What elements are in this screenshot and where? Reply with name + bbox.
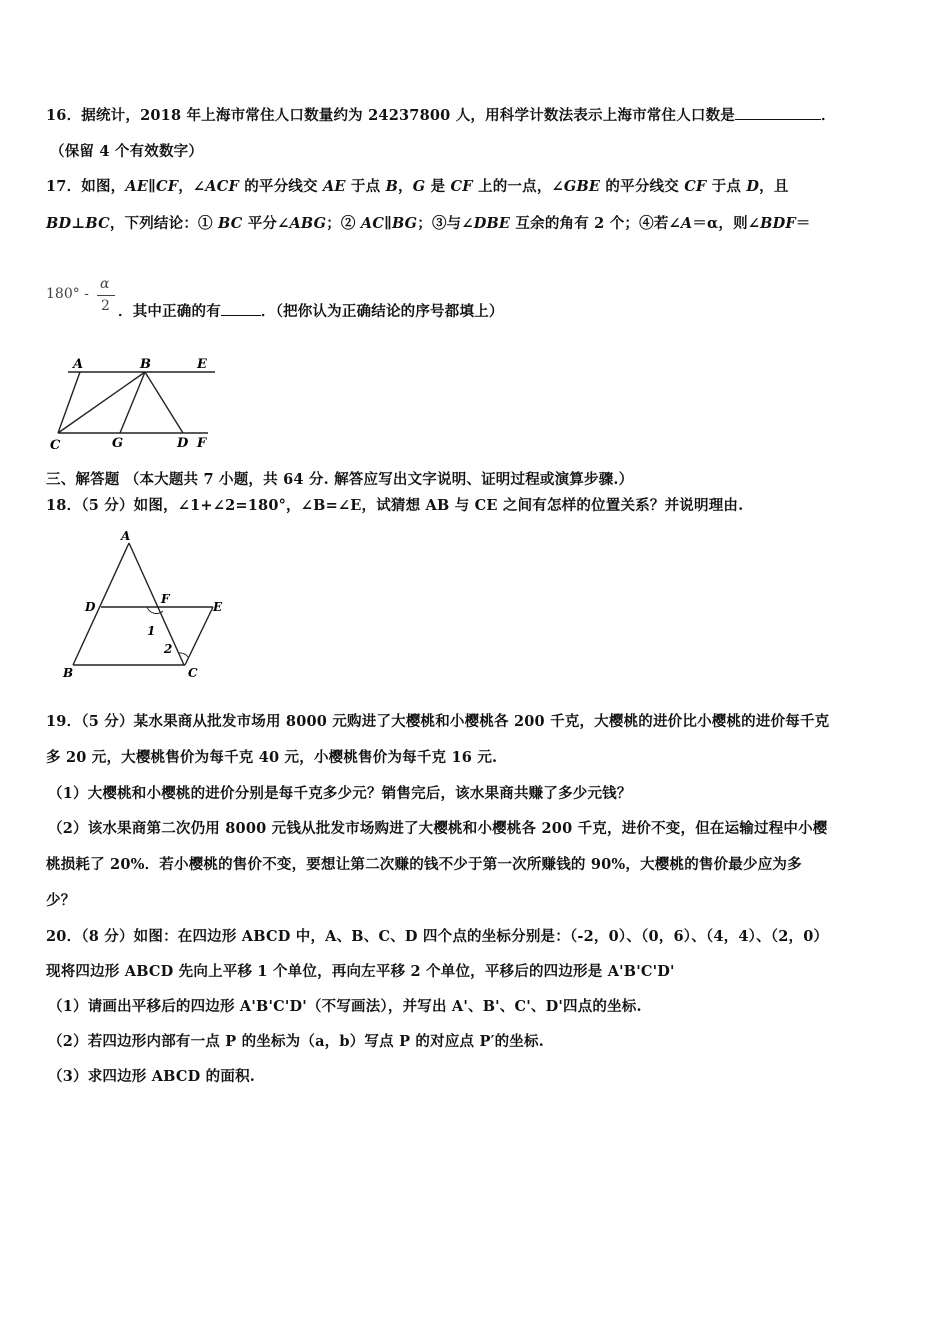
q16-line1 bbox=[46, 104, 836, 125]
label-d: D bbox=[177, 436, 189, 451]
q17-t: B bbox=[385, 178, 399, 195]
q17-t: BC bbox=[217, 215, 243, 232]
q17-t: 于点 bbox=[706, 178, 747, 195]
q17-t: 上的一点，∠ bbox=[472, 178, 564, 195]
q17-t: ．（把你认为正确结论的序号都填上） bbox=[260, 303, 504, 320]
q17-t: ；② bbox=[326, 215, 361, 232]
q17-line1 bbox=[46, 175, 789, 196]
q19-part1: （1）大樱桃和小樱桃的进价分别是每千克多少元？销售完后，该水果商共赚了多少元钱？ bbox=[48, 785, 632, 802]
label-b: B bbox=[63, 666, 74, 680]
q17-t: 17．如图， bbox=[46, 178, 126, 195]
q17-figure bbox=[40, 352, 230, 452]
q17-formula-den: 2 bbox=[101, 298, 110, 314]
q17-t: DBE bbox=[473, 215, 511, 232]
label-angle-1: 1 bbox=[147, 624, 156, 638]
label-c: C bbox=[50, 438, 61, 452]
q17-t: 平分∠ bbox=[242, 215, 290, 232]
q17-t: AE bbox=[322, 178, 346, 195]
line-ac bbox=[58, 372, 80, 433]
q17-t: 于点 bbox=[345, 178, 386, 195]
q17-t: 互余的角有 2 个；④若∠ bbox=[510, 215, 681, 232]
q20-part3: （3）求四边形 ABCD 的面积. bbox=[48, 1068, 256, 1085]
q17-t: BDF bbox=[760, 215, 796, 232]
label-angle-2: 2 bbox=[164, 642, 173, 656]
label-e: E bbox=[213, 600, 223, 614]
label-a: A bbox=[121, 529, 131, 543]
q17-t: CF bbox=[450, 178, 473, 195]
q17-t: ；③与∠ bbox=[417, 215, 474, 232]
q17-t: ．其中正确的有 bbox=[118, 303, 221, 320]
q20-line2: 现将四边形 ABCD 先向上平移 1 个单位，再向左平移 2 个单位，平移后的四边形是 A'B'C'D' bbox=[46, 963, 675, 980]
line-ac bbox=[129, 543, 184, 665]
q17-fraction-bar bbox=[97, 295, 115, 296]
q17-t: ，且 bbox=[759, 178, 789, 195]
q19-line2: 多 20 元，大樱桃售价为每千克 40 元，小樱桃售价为每千克 16 元. bbox=[46, 749, 498, 766]
q16-answer-blank bbox=[735, 107, 821, 120]
line-bd bbox=[145, 372, 183, 433]
q19-part2-line1: （2）该水果商第二次仍用 8000 元钱从批发市场购进了大樱桃和小樱桃各 200 千克，进价不变，但在运输过程中小樱 bbox=[48, 820, 828, 837]
q17-t: 的平分线交 bbox=[238, 178, 323, 195]
q20-line1: 20．（8 分）如图：在四边形 ABCD 中，A、B、C、D 四个点的坐标分别是：（-2，0）、（0，6）、（4，4）、（2，0） bbox=[46, 928, 829, 945]
q17-t: ACF bbox=[205, 178, 239, 195]
q17-line3 bbox=[118, 300, 504, 321]
q16-end: ． bbox=[821, 107, 836, 124]
q17-formula-num: α bbox=[100, 276, 110, 292]
q20-part1: （1）请画出平移后的四边形 A'B'C'D'（不写画法），并写出 A'、B'、C'、D'四点的坐标. bbox=[48, 998, 642, 1015]
line-ec bbox=[185, 607, 213, 665]
q17-answer-blank bbox=[221, 303, 261, 316]
q17-t: G bbox=[412, 178, 426, 195]
label-d: D bbox=[85, 600, 96, 614]
q17-t: ，∠ bbox=[178, 178, 206, 195]
q18-text: 18．（5 分）如图，∠1+∠2=180°，∠B=∠E，试猜想 AB 与 CE 之间有怎样的位置关系？并说明理由. bbox=[46, 497, 744, 514]
line-ab bbox=[73, 543, 129, 665]
label-a: A bbox=[73, 357, 84, 372]
label-f: F bbox=[197, 436, 207, 451]
q17-t: ＝ bbox=[795, 215, 811, 232]
q17-t: D bbox=[746, 178, 760, 195]
q17-t: ， bbox=[398, 178, 413, 195]
q17-t: ＝α，则∠ bbox=[692, 215, 761, 232]
q19-part2-line3: 少？ bbox=[46, 892, 76, 909]
q18-figure bbox=[55, 525, 230, 685]
q16-text: 16．据统计，2018 年上海市常住人口数量约为 24237800 人，用科学计数法表示上海市常住人口数是 bbox=[46, 107, 735, 124]
label-c: C bbox=[188, 666, 198, 680]
q17-line2 bbox=[46, 212, 811, 233]
q17-t: BD⊥BC bbox=[46, 215, 110, 232]
label-g: G bbox=[112, 436, 124, 451]
q16-line2: （保留 4 个有效数字） bbox=[50, 143, 204, 160]
q17-t: ，下列结论：① bbox=[109, 215, 218, 232]
section-3-heading: 三、解答题 （本大题共 7 小题，共 64 分. 解答应写出文字说明、证明过程或演算步骤.） bbox=[46, 471, 634, 488]
q17-t: A bbox=[680, 215, 693, 232]
label-b: B bbox=[140, 357, 151, 372]
q17-t: CF bbox=[684, 178, 707, 195]
q17-t: 的平分线交 bbox=[600, 178, 685, 195]
label-e: E bbox=[197, 357, 207, 372]
q20-part2: （2）若四边形内部有一点 P 的坐标为（a，b）写点 P 的对应点 P′的坐标. bbox=[48, 1033, 544, 1050]
q17-t: AE∥CF bbox=[125, 178, 179, 195]
q17-t: AC∥BG bbox=[360, 215, 418, 232]
q19-line1: 19．（5 分）某水果商从批发市场用 8000 元购进了大樱桃和小樱桃各 200 千克，大樱桃的进价比小樱桃的进价每千克 bbox=[46, 713, 830, 730]
q19-part2-line2: 桃损耗了 20%．若小樱桃的售价不变，要想让第二次赚的钱不少于第一次所赚钱的 90%，大樱桃的售价最少应为多 bbox=[46, 856, 802, 873]
label-f: F bbox=[161, 592, 170, 606]
q17-formula-deg: 180° - bbox=[46, 286, 89, 302]
q17-t: ABG bbox=[289, 215, 327, 232]
angle-1-arc bbox=[147, 607, 163, 614]
q17-t: 是 bbox=[425, 178, 451, 195]
q17-t: GBE bbox=[563, 178, 601, 195]
